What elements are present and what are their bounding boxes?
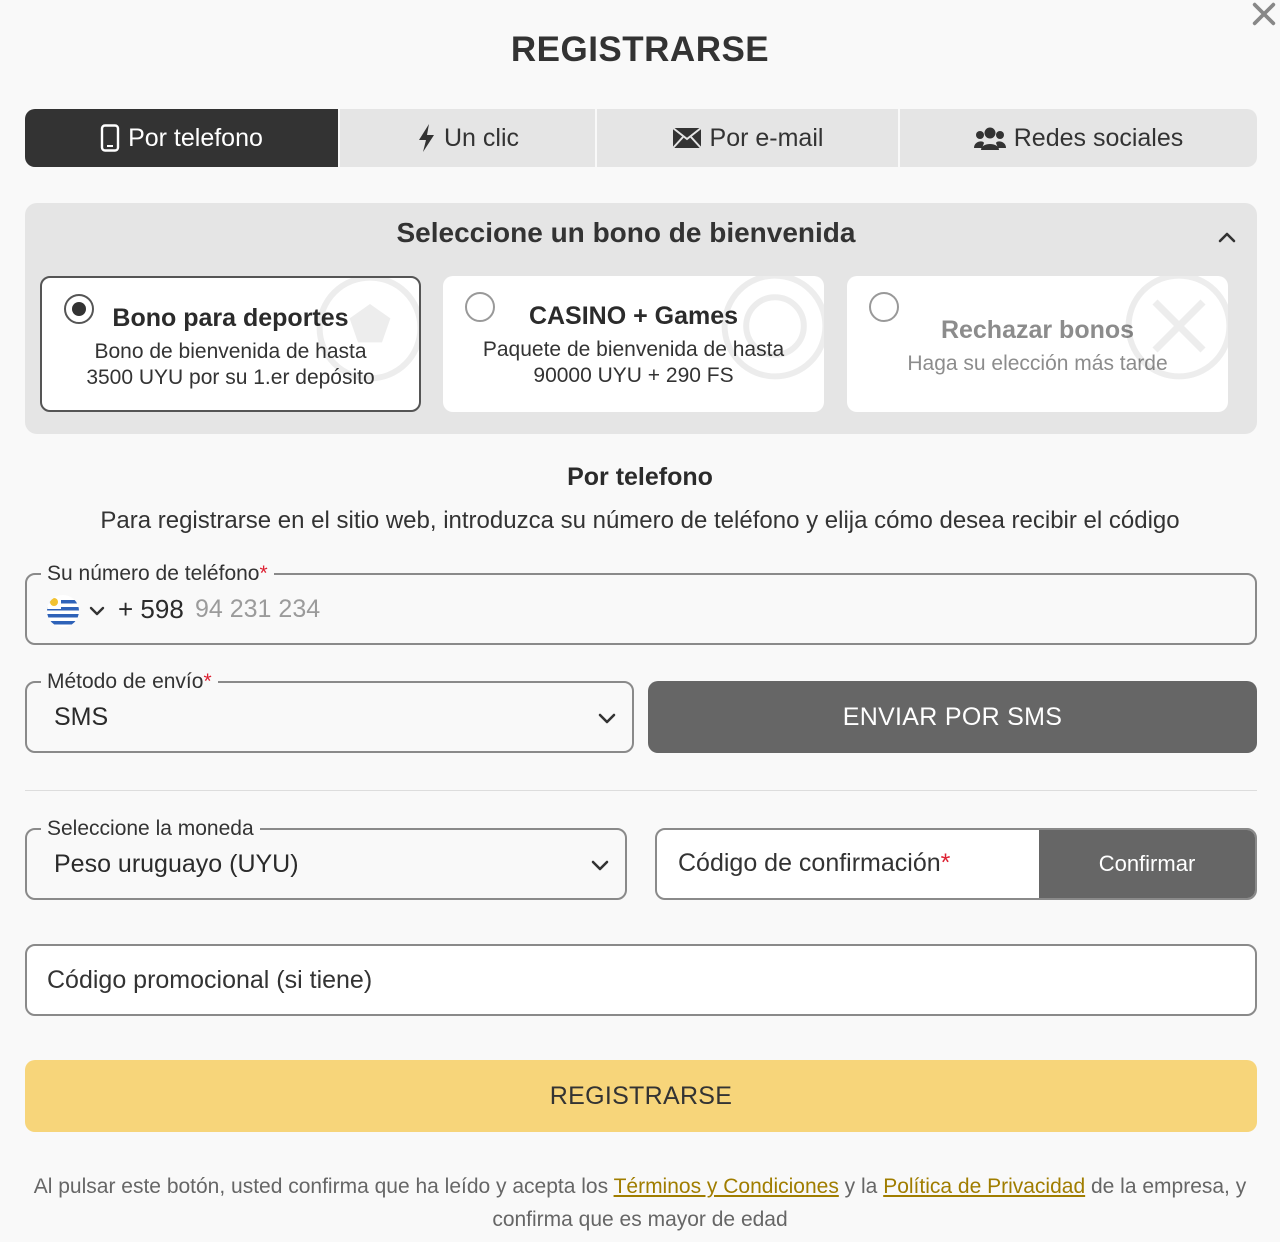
registration-tabs bbox=[25, 109, 1257, 167]
radio-unselected-icon[interactable] bbox=[465, 292, 495, 322]
phone-input[interactable] bbox=[195, 591, 1095, 627]
tab-email-label: Por e-mail bbox=[709, 123, 824, 152]
lightning-icon bbox=[416, 123, 436, 153]
radio-unselected-icon[interactable] bbox=[869, 292, 899, 322]
legal-text: de la empresa, y confirma que es mayor de edad bbox=[492, 1175, 1247, 1231]
bonus-option-casino[interactable] bbox=[443, 276, 824, 412]
phone-field-label bbox=[41, 559, 274, 589]
bonus-panel bbox=[25, 203, 1257, 434]
bonus-option-description: Paquete de bienvenida de hasta 90000 UYU + 290 FS bbox=[482, 338, 785, 387]
chevron-down-icon bbox=[596, 707, 618, 729]
uruguay-flag-icon[interactable] bbox=[47, 595, 79, 627]
casino-chip-icon bbox=[704, 276, 824, 386]
soccer-ball-icon bbox=[299, 276, 421, 388]
tab-phone-label: Por telefono bbox=[128, 123, 263, 152]
dial-code: + 598 bbox=[118, 594, 184, 624]
tab-social[interactable] bbox=[900, 109, 1257, 167]
promo-code-field bbox=[25, 944, 1257, 1016]
bonus-title: Seleccione un bono de bienvenida bbox=[396, 217, 856, 248]
confirm-button[interactable]: Confirmar bbox=[1039, 830, 1255, 898]
tab-phone[interactable] bbox=[25, 109, 340, 167]
tab-one-click[interactable] bbox=[340, 109, 597, 167]
bonus-option-description: Haga su elección más tarde bbox=[907, 352, 1168, 375]
currency-label: Seleccione la moneda bbox=[41, 814, 260, 844]
tab-social-label: Redes sociales bbox=[1013, 123, 1184, 152]
required-mark: * bbox=[203, 670, 212, 693]
close-button[interactable] bbox=[1250, 0, 1280, 30]
currency-select[interactable] bbox=[25, 817, 627, 900]
page-title: REGISTRARSE bbox=[510, 30, 770, 69]
bonus-option-description: Bono de bienvenida de hasta 3500 UYU por su 1.er depósito bbox=[86, 340, 375, 389]
currency-value: Peso uruguayo (UYU) bbox=[54, 850, 299, 878]
required-mark: * bbox=[259, 562, 268, 585]
close-icon bbox=[1250, 0, 1278, 28]
privacy-link[interactable]: Política de Privacidad bbox=[883, 1175, 1086, 1198]
send-method-value: SMS bbox=[54, 703, 109, 731]
radio-selected-icon[interactable] bbox=[64, 294, 94, 324]
section-description: Para registrarse en el sitio web, introduzca su número de teléfono y elija cómo desea recibir el código bbox=[100, 507, 1180, 534]
chevron-down-icon bbox=[589, 854, 611, 876]
bonus-option-sports[interactable] bbox=[40, 276, 421, 412]
legal-text: y la bbox=[838, 1175, 884, 1198]
divider bbox=[25, 790, 1257, 791]
cross-circle-icon bbox=[1108, 276, 1228, 386]
legal-text: Al pulsar este botón, usted confirma que ha leído y acepta los bbox=[33, 1175, 614, 1198]
chevron-down-icon[interactable] bbox=[87, 601, 107, 621]
phone-field bbox=[25, 562, 1257, 645]
smartphone-icon bbox=[100, 124, 120, 152]
legal-notice bbox=[20, 1170, 1260, 1236]
required-mark: * bbox=[940, 849, 951, 877]
send-method-label bbox=[41, 667, 218, 697]
confirmation-code-label: Código de confirmación bbox=[678, 849, 941, 877]
bonus-option-decline[interactable] bbox=[847, 276, 1228, 412]
envelope-icon bbox=[672, 127, 702, 149]
section-title: Por telefono bbox=[567, 463, 713, 491]
confirmation-code-input[interactable] bbox=[678, 849, 950, 878]
send-method-select[interactable] bbox=[25, 670, 634, 753]
tab-one-click-label: Un clic bbox=[443, 123, 519, 152]
bonus-option-name: Bono para deportes bbox=[112, 304, 349, 332]
register-button[interactable]: REGISTRARSE bbox=[25, 1060, 1257, 1132]
tab-email[interactable] bbox=[597, 109, 900, 167]
phone-label-text: Su número de teléfono bbox=[47, 562, 260, 585]
send-sms-button[interactable]: ENVIAR POR SMS bbox=[648, 681, 1257, 753]
confirmation-code-group bbox=[655, 828, 1257, 900]
promo-code-input[interactable] bbox=[47, 962, 1227, 998]
bonus-option-name: Rechazar bonos bbox=[940, 316, 1135, 344]
terms-link[interactable]: Términos y Condiciones bbox=[613, 1175, 839, 1198]
bonus-option-name: CASINO + Games bbox=[528, 302, 739, 330]
chevron-up-icon[interactable] bbox=[1215, 225, 1239, 249]
send-method-label-text: Método de envío bbox=[47, 670, 204, 693]
users-icon bbox=[974, 125, 1006, 151]
